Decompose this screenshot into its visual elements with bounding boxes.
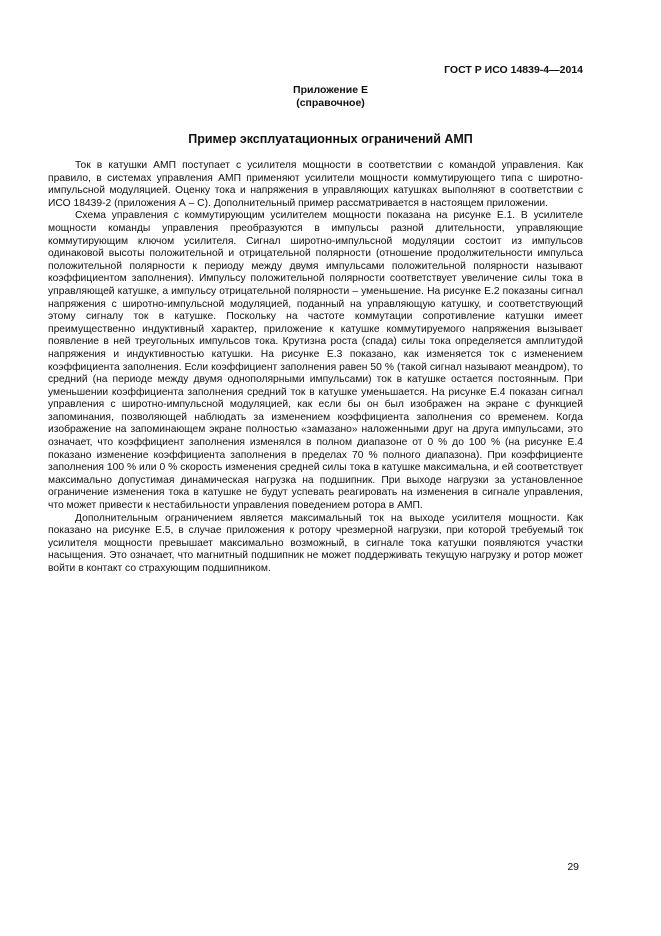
document-header: [444, 64, 583, 76]
standard-code: ГОСТ Р ИСО 14839-4—2014: [444, 64, 583, 76]
section-title: Пример эксплуатационных ограничений АМП: [188, 132, 473, 146]
annex-type: (справочное): [296, 97, 365, 109]
body-text: [48, 160, 583, 576]
annex-heading: [0, 84, 661, 110]
paragraph-2: Схема управления с коммутирующим усилителем мощности показана на рисунке Е.1. В усилителе мощности команды управления преобразуются в импульсы разной длительности, управляющие коммутирующим ключом усилителя. Сигнал широтно-импульсной модуляции состоит из импульсов одинаковой высоты положительной и отрицательной полярности (отношение продолжительности импульса положительной полярности к периоду между двумя импульсами положительной полярности называют коэффициентом заполнения). Импульсу положительной полярности соответствует увеличение силы тока в управляющей катушке, а импульсу отрицательной полярности – уменьшение. На рисунке Е.2 показаны сигнал напряжения с широтно-импульсной модуляцией, поданный на управляющую катушку, и соответствующий этому сигналу ток в катушке. Поскольку на частоте коммутации сопротивление катушки имеет преимущественно индуктивный характер, приложение к катушке коммутируемого напряжения вызывает появление в ней треугольных импульсов тока. Крутизна роста (спада) силы тока определяется амплитудой напряжения и индуктивностью катушки. На рисунке Е.3 показано, как изменяется ток с изменением коэффициента заполнения. Если коэффициент заполнения равен 50 % (такой сигнал называют меандром), то средний (на периоде между двумя однополярными импульсами) ток в катушке остается постоянным. При уменьшении коэффициента заполнения средний ток в катушке уменьшается. На рисунке Е.4 показан сигнал управления с широтно-импульсной модуляцией, как если бы он был изображен на экране с функцией запоминания, позволяющей наблюдать за изменением коэффициента заполнения со временем. Когда изображение на запоминающем экране полностью «замазано» наложенными друг на друга импульсами, это означает, что коэффициент заполнения изменялся в полном диапазоне от 0 % до 100 % (на рисунке Е.4 показано изменение коэффициента заполнения в пределах 70 % полного диапазона). При коэффициенте заполнения 100 % или 0 % скорость изменения средней силы тока в катушке максимальна, и ей соответствует максимально допустимая динамическая нагрузка на подшипник. При выходе нагрузки за установленное ограничение изменения тока в катушке не будут успевать реагировать на изменения в сигнале управления, что может привести к нестабильности управления поведением ротора в АМП.: [48, 210, 583, 512]
paragraph-1: Ток в катушки АМП поступает с усилителя мощности в соответствии с командой управления. Как правило, в системах управления АМП применяют усилители мощности коммутирующего типа с широтно-импульсной модуляцией. Оценку тока и напряжения в управляющих катушках выполняют в соответствии с ИСО 18439-2 (приложения А – С). Дополнительный пример рассматривается в настоящем приложении.: [48, 160, 583, 209]
annex-label: Приложение Е: [293, 84, 368, 96]
paragraph-3: Дополнительным ограничением является максимальный ток на выходе усилителя мощности. Как показано на рисунке Е.5, в случае приложения к ротору чрезмерной нагрузки, при которой требуемый ток усилителя мощности превышает максимально возможный, в сигнале тока катушки появляются участки насыщения. Это означает, что магнитный подшипник не может поддерживать текущую нагрузку и ротор может войти в контакт со страхующим подшипником.: [48, 512, 583, 574]
page-number: 29: [567, 861, 579, 873]
